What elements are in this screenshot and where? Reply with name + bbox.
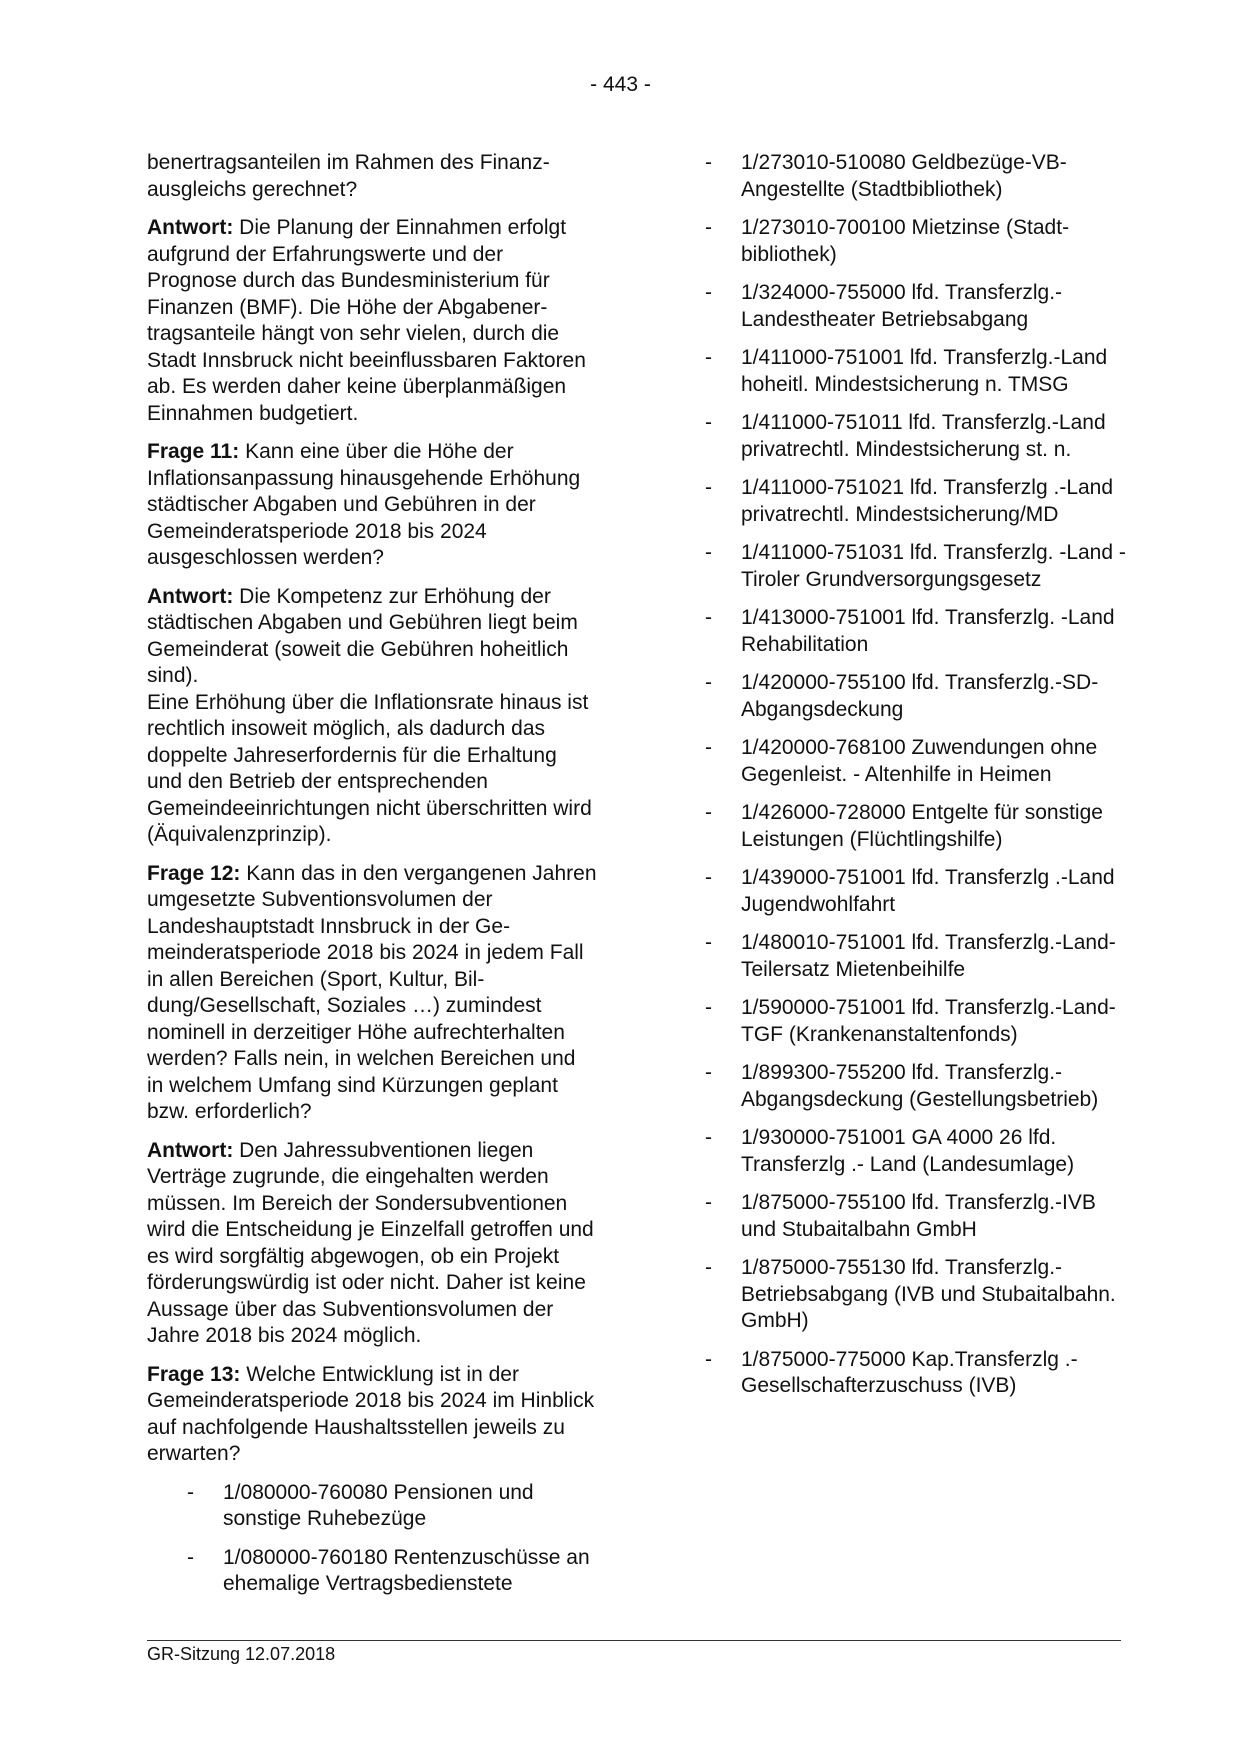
dash-bullet: -: [705, 1191, 712, 1214]
list-item-text: 1/273010-510080 Geldbezüge-VB-Angestellte (Stadtbibliothek): [741, 151, 1067, 201]
list-item: [701, 1060, 1131, 1113]
list-item: [147, 1480, 597, 1533]
list-item: [701, 865, 1131, 918]
list-item: [701, 1347, 1131, 1400]
dash-bullet: -: [187, 1480, 194, 1504]
dash-bullet: -: [705, 476, 712, 499]
dash-bullet: -: [705, 606, 712, 629]
question-12: [147, 861, 597, 1126]
list-item-text: 1/273010-700100 Mietzinse (Stadtbibliothek): [741, 216, 1070, 266]
list-item-text: 1/930000-751001 GA 4000 26 lfd. Transferzlg .- Land (Landesumlage): [741, 1126, 1075, 1176]
continued-question: benertragsanteilen im Rahmen des Finanzausgleichs gerechnet?: [147, 151, 550, 201]
dash-bullet: -: [705, 1126, 712, 1149]
dash-bullet: -: [705, 1256, 712, 1279]
list-item-text: 1/411000-751001 lfd. Transferzlg.-Land hoheitl. Mindestsicherung n. TMSG: [741, 346, 1108, 396]
list-item-text: 1/590000-751001 lfd. Transferzlg.-Land-TGF (Krankenanstaltenfonds): [741, 996, 1116, 1046]
budget-item-list: [701, 150, 1131, 1400]
list-item: [701, 280, 1131, 333]
list-item: [701, 410, 1131, 463]
answer-text: Die Kompetenz zur Erhöhung der städtischen Abgaben und Gebühren liegt beim Gemeinderat (soweit die Gebühren hoheitlich sind).: [147, 584, 578, 687]
list-item: [701, 215, 1131, 268]
list-item-text: 1/875000-755130 lfd. Transferzlg.-Betriebsabgang (IVB und Stubaitalbahn. GmbH): [741, 1256, 1116, 1332]
dash-bullet: -: [705, 541, 712, 564]
answer-label: Antwort:: [147, 216, 234, 239]
list-item-text: 1/426000-728000 Entgelte für sonstige Leistungen (Flüchtlingshilfe): [741, 801, 1103, 851]
answer-10: [147, 215, 597, 427]
list-item-text: 1/411000-751021 lfd. Transferzlg .-Land privatrechtl. Mindestsicherung/MD: [741, 476, 1114, 526]
list-item-text: 1/420000-768100 Zuwendungen ohne Gegenleist. - Altenhilfe in Heimen: [741, 736, 1098, 786]
list-item: [701, 1255, 1131, 1335]
dash-bullet: -: [705, 346, 712, 369]
dash-bullet: -: [705, 736, 712, 759]
answer-text: Die Planung der Einnahmen erfolgt aufgrund der Erfahrungswerte und der Prognose durch das Bundesministerium für Finanzen (BMF). Die Höhe der Abgabenertragsanteile hängt von sehr vielen, durch die Stadt Innsbruck nicht beeinflussbaren Faktoren ab. Es werden daher keine überplanmäßigen Einnahmen budgetiert.: [147, 216, 586, 425]
question-13: [147, 1362, 597, 1468]
list-item-text: 1/080000-760180 Rentenzuschüsse an ehemalige Vertragsbedienstete: [223, 1545, 590, 1595]
list-item: [701, 800, 1131, 853]
dash-bullet: -: [705, 671, 712, 694]
list-item-text: 1/413000-751001 lfd. Transferzlg. -Land Rehabilitation: [741, 606, 1115, 656]
answer-11: [147, 584, 597, 849]
answer-label: Antwort:: [147, 584, 234, 608]
list-item-text: 1/324000-755000 lfd. Transferzlg.-Landestheater Betriebsabgang: [741, 281, 1063, 331]
dash-bullet: -: [705, 931, 712, 954]
list-item-text: 1/411000-751011 lfd. Transferzlg.-Land privatrechtl. Mindestsicherung st. n.: [741, 411, 1106, 461]
list-item: [701, 1125, 1131, 1178]
list-item: [701, 1190, 1131, 1243]
dash-bullet: -: [705, 216, 712, 239]
list-item-text: 1/439000-751001 lfd. Transferzlg .-Land Jugendwohlfahrt: [741, 866, 1115, 916]
dash-bullet: -: [705, 866, 712, 889]
list-item: [701, 605, 1131, 658]
list-item: [701, 475, 1131, 528]
list-item-text: 1/411000-751031 lfd. Transferzlg. -Land - Tiroler Grundversorgungsgesetz: [741, 541, 1126, 591]
question-label: Frage 12:: [147, 861, 241, 885]
list-item-text: 1/420000-755100 lfd. Transferzlg.-SD-Abgangsdeckung: [741, 671, 1099, 721]
dash-bullet: -: [705, 996, 712, 1019]
list-item: [701, 670, 1131, 723]
dash-bullet: -: [705, 151, 712, 174]
page-number: - 443 -: [590, 73, 651, 96]
list-item: [701, 995, 1131, 1048]
dash-bullet: -: [705, 281, 712, 304]
dash-bullet: -: [705, 411, 712, 434]
list-item-text: 1/480010-751001 lfd. Transferzlg.-Land-Teilersatz Mietenbeihilfe: [741, 931, 1116, 981]
list-item-text: 1/875000-775000 Kap.Transferzlg .-Gesellschafterzuschuss (IVB): [741, 1347, 1078, 1397]
answer-text-continued: Eine Erhöhung über die Inflationsrate hinaus ist rechtlich insoweit möglich, als dadurch das doppelte Jahreserfordernis für die Erhaltung und den Betrieb der entsprechenden Gemeindeeinrichtungen nicht überschritten wird (Äquivalenzprinzip).: [147, 690, 592, 846]
question-label: Frage 11:: [147, 440, 240, 463]
footer-divider: [147, 1640, 1121, 1641]
list-item: [701, 930, 1131, 983]
answer-text: Den Jahressubventionen liegen Verträge zugrunde, die eingehalten werden müssen. Im Bereich der Sondersubventionen wird die Entscheidung je Einzelfall getroffen und es wird sorgfältig abgewogen, ob ein Projekt förderungswürdig ist oder nicht. Daher ist keine Aussage über das Subventionsvolumen der Jahre 2018 bis 2024 möglich.: [147, 1138, 594, 1347]
list-item: [701, 150, 1131, 203]
question-label: Frage 13:: [147, 1362, 241, 1386]
dash-bullet: -: [705, 801, 712, 824]
list-item-text: 1/899300-755200 lfd. Transferzlg.-Abgangsdeckung (Gestellungsbetrieb): [741, 1061, 1099, 1111]
budget-item-list: [147, 1480, 597, 1598]
list-item: [147, 1545, 597, 1598]
list-item: [701, 345, 1131, 398]
dash-bullet: -: [705, 1061, 712, 1084]
question-11: [147, 439, 597, 572]
list-item: [701, 735, 1131, 788]
question-text: Kann das in den vergangenen Jahren umgesetzte Subventionsvolumen der Landeshauptstadt Innsbruck in der Gemeinderatsperiode 2018 bis 2024 in jedem Fall in allen Bereichen (Sport, Kultur, Bildung/Gesellschaft, Soziales …) zumindest nominell in derzeitiger Höhe aufrechterhalten werden? Falls nein, in welchen Bereichen und in welchem Umfang sind Kürzungen geplant bzw. erforderlich?: [147, 861, 597, 1123]
answer-label: Antwort:: [147, 1138, 234, 1162]
left-column: [147, 150, 597, 1610]
question-text: Welche Entwicklung ist in der Gemeinderatsperiode 2018 bis 2024 im Hinblick auf nachfolgende Haushaltsstellen jeweils zu erwarten?: [147, 1362, 595, 1465]
list-item-text: 1/080000-760080 Pensionen und sonstige Ruhebezüge: [223, 1480, 534, 1530]
list-item-text: 1/875000-755100 lfd. Transferzlg.-IVB und Stubaitalbahn GmbH: [741, 1191, 1096, 1241]
question-text: Kann eine über die Höhe der Inflationsanpassung hinausgehende Erhöhung städtischer Abgaben und Gebühren in der Gemeinderatsperiode 2018 bis 2024 ausgeschlossen werden?: [147, 440, 581, 569]
dash-bullet: -: [705, 1347, 712, 1371]
answer-12: [147, 1138, 597, 1350]
right-column: [701, 150, 1131, 1412]
list-item: [701, 540, 1131, 593]
footer-session-date: GR-Sitzung 12.07.2018: [147, 1644, 336, 1664]
dash-bullet: -: [187, 1545, 194, 1569]
